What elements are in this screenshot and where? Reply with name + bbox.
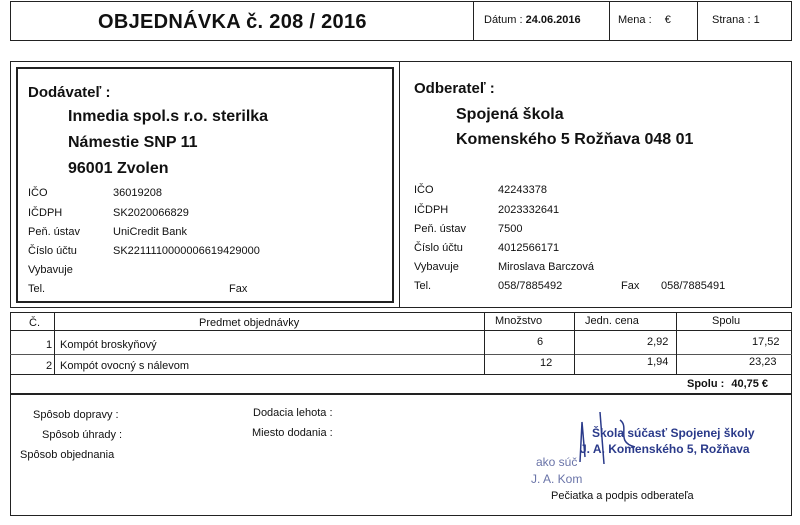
customer-heading: Odberateľ :	[414, 80, 495, 97]
customer-bank-value: 7500	[498, 223, 523, 235]
supplier-icdph-value: SK2020066829	[113, 207, 189, 219]
currency-field	[618, 14, 671, 26]
header-divider	[473, 1, 474, 41]
customer-account-label: Číslo účtu	[414, 242, 463, 254]
customer-tel-label: Tel.	[414, 280, 432, 292]
supplier-bank-value: UniCredit Bank	[113, 226, 187, 238]
table-row-divider	[10, 330, 792, 331]
date-label: Dátum :	[484, 14, 523, 26]
document-title: OBJEDNÁVKA č. 208 / 2016	[98, 11, 367, 33]
signature-label: Pečiatka a podpis odberateľa	[551, 490, 694, 502]
row-item: Kompót broskyňový	[60, 339, 157, 351]
date-field	[484, 14, 581, 26]
supplier-street: Námestie SNP 11	[68, 134, 198, 151]
customer-contact-label: Vybavuje	[414, 261, 459, 273]
customer-icdph-label: IČDPH	[414, 204, 449, 216]
table-col-divider	[54, 312, 55, 374]
total-sum-label: Spolu :	[687, 378, 725, 390]
supplier-ico-label: IČO	[28, 187, 48, 199]
row-price: 1,94	[647, 356, 669, 368]
header-divider	[609, 1, 610, 41]
row-total: 23,23	[749, 356, 777, 368]
table-row-divider	[10, 354, 792, 355]
stamp-line-2: J. A. Komenského 5, Rožňava	[580, 442, 750, 456]
deadline-label: Dodacia lehota :	[253, 407, 333, 419]
ordering-label: Spôsob objednania	[20, 449, 115, 461]
customer-fax-label: Fax	[621, 280, 640, 292]
currency-label: Mena :	[618, 14, 652, 26]
supplier-account-value: SK2211110000006619429000	[113, 245, 260, 257]
table-row-divider	[10, 374, 792, 375]
supplier-city: 96001 Zvolen	[68, 160, 169, 177]
supplier-name: Inmedia spol.s r.o. sterilka	[68, 108, 269, 125]
column-header-total: Spolu	[712, 315, 741, 327]
customer-icdph-value: 2023332641	[498, 204, 560, 216]
row-number: 2	[46, 360, 53, 372]
supplier-ico-value: 36019208	[113, 187, 162, 199]
payment-label: Spôsob úhrady :	[42, 429, 123, 441]
transport-label: Spôsob dopravy :	[33, 409, 119, 421]
column-header-price: Jedn. cena	[585, 315, 639, 327]
row-item: Kompót ovocný s nálevom	[60, 360, 190, 372]
page-field	[712, 14, 760, 26]
parties-divider	[399, 61, 400, 308]
supplier-account-label: Číslo účtu	[28, 245, 77, 257]
stamp-line-3: ako súč	[536, 455, 578, 469]
customer-fax-value: 058/7885491	[661, 280, 726, 292]
supplier-tel-label: Tel.	[28, 283, 46, 295]
supplier-bank-label: Peň. ústav	[28, 226, 80, 238]
customer-contact-value: Miroslava Barczová	[498, 261, 594, 273]
items-table	[10, 312, 792, 394]
customer-tel-value: 058/7885492	[498, 280, 563, 292]
column-header-item: Predmet objednávky	[199, 317, 300, 329]
customer-address: Komenského 5 Rožňava 048 01	[456, 131, 694, 148]
row-total: 17,52	[752, 336, 780, 348]
customer-name: Spojená škola	[456, 106, 564, 123]
signature-scribble	[560, 402, 650, 472]
header-divider	[697, 1, 698, 41]
page-label: Strana :	[712, 14, 751, 26]
date-value: 24.06.2016	[525, 14, 581, 26]
customer-ico-label: IČO	[414, 184, 434, 196]
column-header-no: Č.	[29, 317, 40, 329]
table-col-divider	[676, 312, 677, 374]
table-col-divider	[574, 312, 575, 374]
customer-account-value: 4012566171	[498, 242, 560, 254]
row-qty: 6	[537, 336, 544, 348]
total-sum	[687, 378, 768, 390]
total-sum-value: 40,75 €	[731, 378, 769, 390]
row-number: 1	[46, 339, 53, 351]
page-value: 1	[753, 14, 760, 26]
supplier-fax-label: Fax	[229, 283, 248, 295]
currency-value: €	[664, 14, 671, 26]
stamp-line-1: Škola súčasť Spojenej školy	[592, 426, 755, 440]
column-header-qty: Množstvo	[495, 315, 543, 327]
customer-bank-label: Peň. ústav	[414, 223, 466, 235]
supplier-contact-label: Vybavuje	[28, 264, 73, 276]
supplier-icdph-label: IČDPH	[28, 207, 63, 219]
customer-ico-value: 42243378	[498, 184, 547, 196]
stamp-line-4: J. A. Kom	[531, 472, 583, 486]
supplier-heading: Dodávateľ :	[28, 84, 111, 101]
row-qty: 12	[540, 357, 553, 369]
table-col-divider	[484, 312, 485, 374]
row-price: 2,92	[647, 336, 669, 348]
delivery-label: Miesto dodania :	[252, 427, 333, 439]
